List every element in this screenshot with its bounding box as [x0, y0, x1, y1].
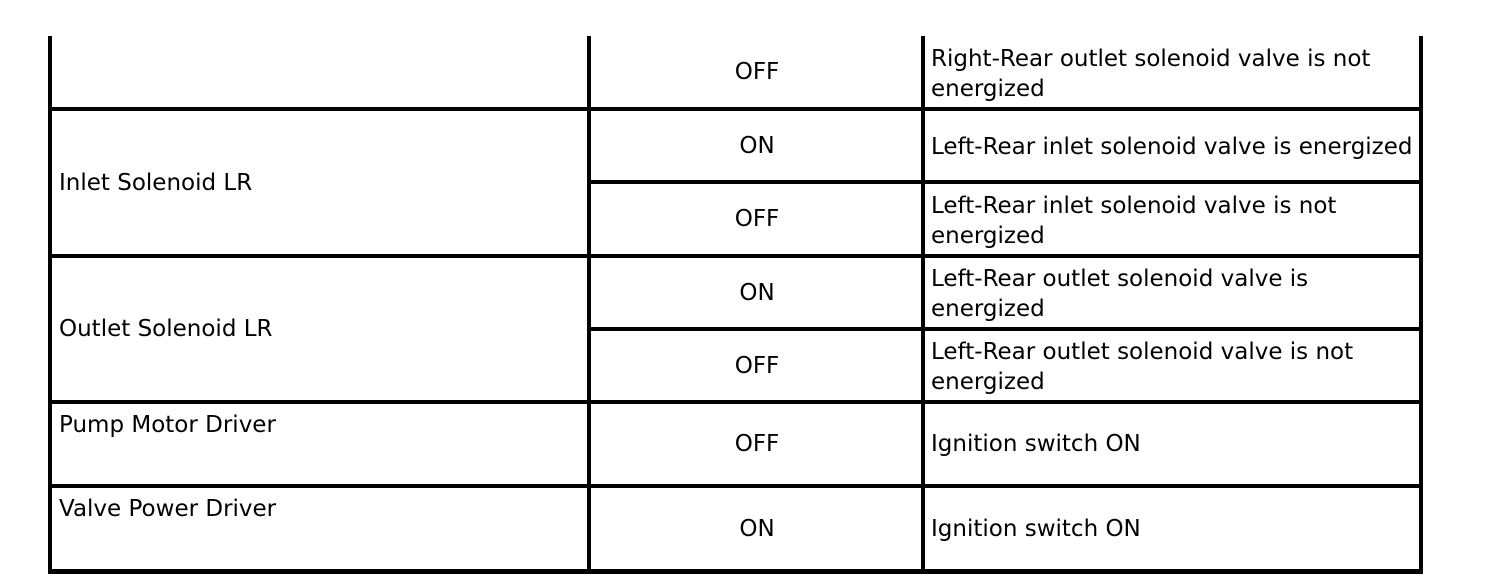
table-cell-description: Left-Rear outlet solenoid valve is not energized [931, 339, 1354, 395]
data-table [48, 36, 1423, 574]
table-cell-description: Left-Rear inlet solenoid valve is not energized [931, 192, 1337, 249]
table-cell-description: Left-Rear outlet solenoid valve is energized [931, 266, 1309, 322]
table-cell-description: Right-Rear outlet solenoid valve is not energized [931, 46, 1371, 102]
table-cell-state: OFF [734, 58, 780, 85]
table-cell-state: ON [739, 515, 775, 542]
table-cell-state: ON [739, 279, 775, 306]
table-cell-description: Left-Rear inlet solenoid valve is energized [931, 134, 1413, 160]
table-border-left [48, 36, 52, 574]
column-divider-2 [921, 36, 925, 574]
table-cell-description: Ignition switch ON [931, 515, 1141, 542]
table-border-bottom [48, 569, 1423, 574]
table-cell-state: OFF [734, 206, 780, 232]
table-cell-state: ON [739, 132, 775, 159]
table-cell-description: Ignition switch ON [931, 431, 1141, 457]
table-cell-parameter: Pump Motor Driver [59, 412, 276, 438]
table-cell-state: OFF [734, 431, 780, 457]
table-border-right [1419, 36, 1423, 574]
table-cell-parameter: Outlet Solenoid LR [59, 316, 273, 342]
table-cell-parameter: Inlet Solenoid LR [59, 169, 253, 196]
table-cell-state: OFF [734, 352, 780, 379]
table-cell-parameter: Valve Power Driver [59, 496, 277, 522]
